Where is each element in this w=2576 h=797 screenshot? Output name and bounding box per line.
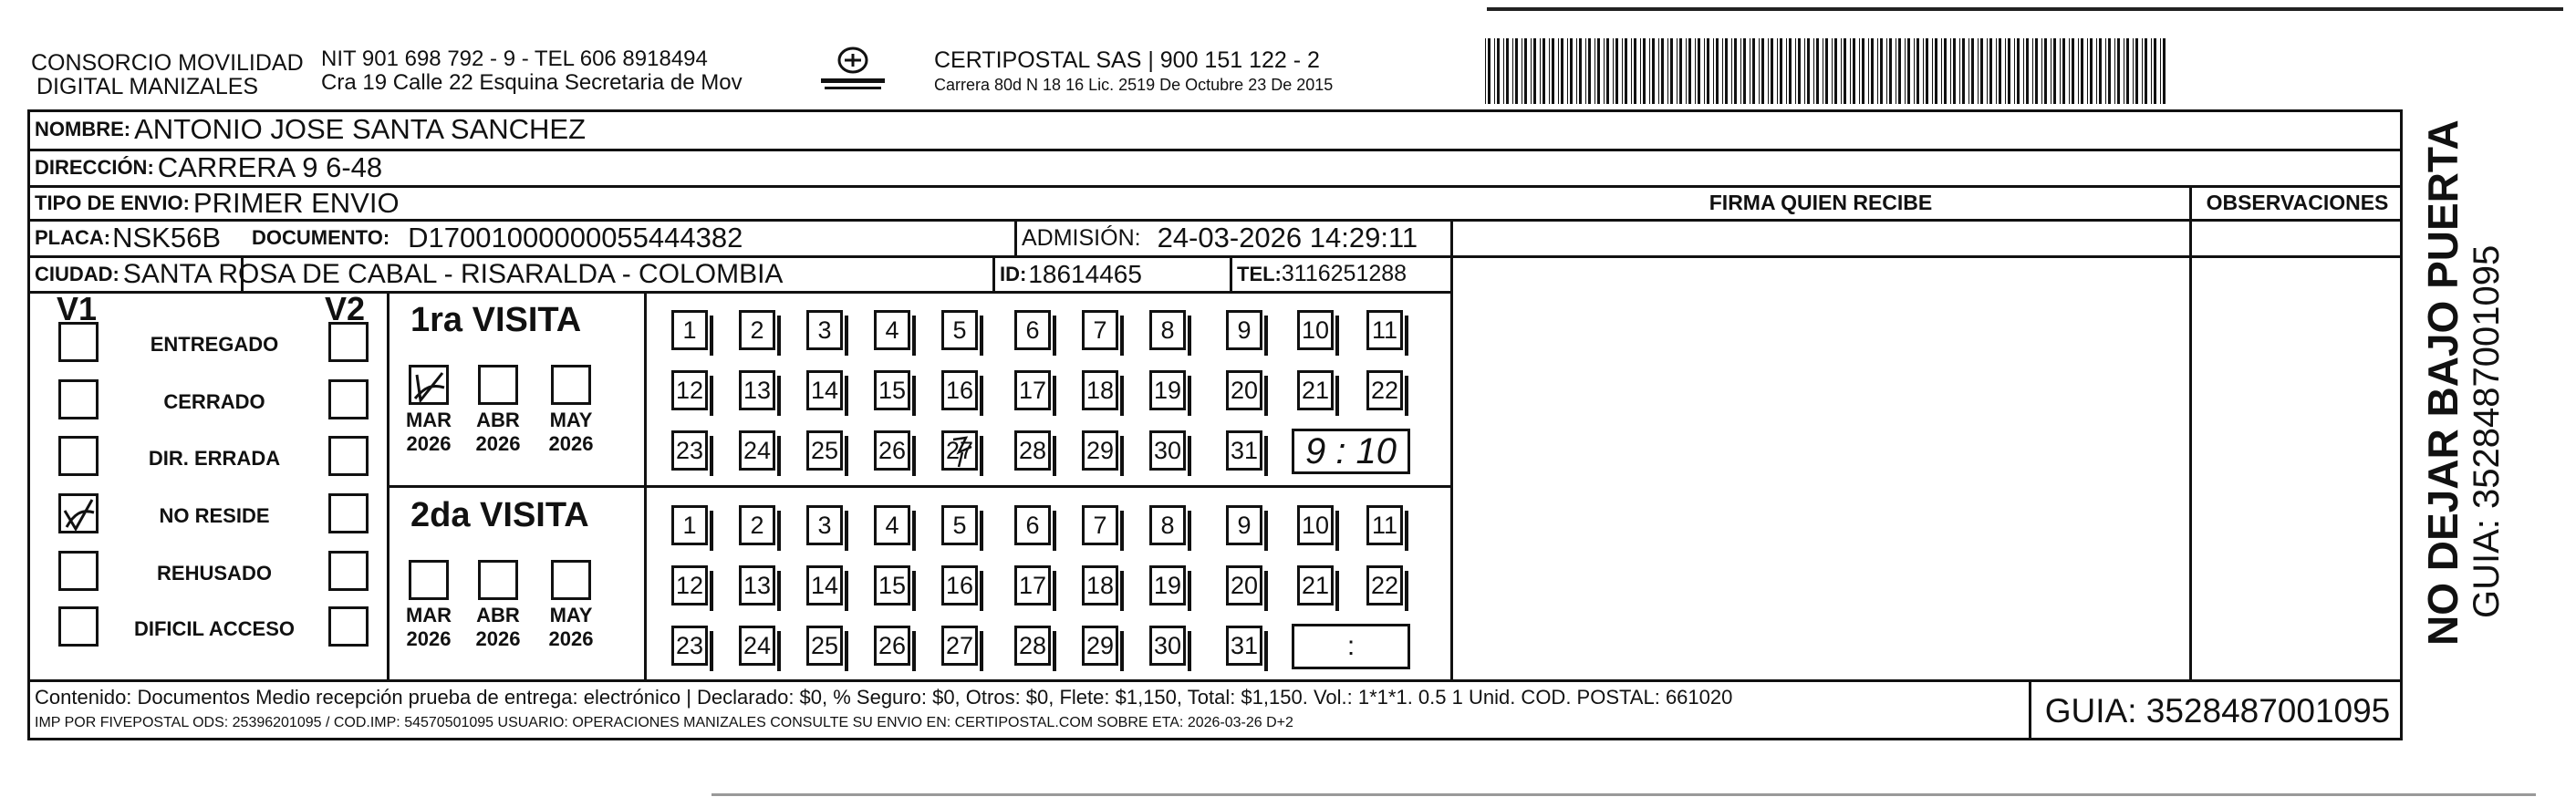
v1-checkbox[interactable] — [58, 493, 99, 533]
day-box[interactable]: 16 — [941, 565, 978, 606]
day-box[interactable]: 10 — [1297, 310, 1334, 350]
month-label: MAR 2026 — [405, 604, 452, 650]
divider — [992, 255, 995, 292]
firma-label: FIRMA QUIEN RECIBE — [1709, 191, 1933, 214]
v1-label: V1 — [57, 290, 98, 327]
divider — [1230, 255, 1232, 292]
day-box[interactable]: 24 — [739, 626, 775, 666]
day-box[interactable]: 30 — [1149, 430, 1186, 471]
v1-checkbox[interactable] — [58, 551, 99, 591]
direccion-row: DIRECCIÓN: CARRERA 9 6-48 — [35, 151, 383, 183]
v2-checkbox[interactable] — [328, 436, 369, 476]
day-box[interactable]: 11 — [1366, 310, 1403, 350]
day-box[interactable]: 19 — [1149, 565, 1186, 606]
day-box[interactable]: 16 — [941, 370, 978, 410]
day-box[interactable]: 25 — [806, 626, 843, 666]
v1-checkbox[interactable] — [58, 322, 99, 362]
day-box[interactable]: 1 — [671, 310, 708, 350]
day-box[interactable]: 23 — [671, 430, 708, 471]
day-box[interactable]: 29 — [1082, 626, 1118, 666]
day-box[interactable]: 13 — [739, 370, 775, 410]
day-box[interactable]: 24 — [739, 430, 775, 471]
v1-checkbox[interactable] — [58, 436, 99, 476]
v2-checkbox[interactable] — [328, 551, 369, 591]
month-checkbox[interactable] — [409, 365, 449, 405]
month-checkbox[interactable] — [409, 560, 449, 600]
day-box[interactable]: 14 — [806, 370, 843, 410]
divider — [1014, 219, 1017, 255]
status-label: NO RESIDE — [159, 504, 270, 527]
day-box[interactable]: 26 — [874, 626, 910, 666]
status-label: DIR. ERRADA — [148, 447, 281, 470]
day-box[interactable]: 7 — [1082, 310, 1118, 350]
v2-checkbox[interactable] — [328, 606, 369, 647]
divider — [27, 149, 2403, 151]
day-box[interactable]: 26 — [874, 430, 910, 471]
day-box[interactable]: 20 — [1226, 565, 1262, 606]
divider — [1452, 255, 2403, 258]
nombre-row: NOMBRE: ANTONIO JOSE SANTA SANCHEZ — [35, 113, 587, 145]
day-box[interactable]: 20 — [1226, 370, 1262, 410]
day-box[interactable]: 15 — [874, 370, 910, 410]
divider — [2029, 679, 2031, 740]
day-box[interactable]: 21 — [1297, 565, 1334, 606]
day-box[interactable]: 28 — [1014, 430, 1051, 471]
ciudad-cell: CIUDAD: SANTA ROSA DE CABAL - RISARALDA - COLOMBIA — [35, 258, 784, 289]
day-box[interactable]: 11 — [1366, 505, 1403, 545]
v2-checkbox[interactable] — [328, 322, 369, 362]
v2-checkbox[interactable] — [328, 493, 369, 533]
v2-checkbox[interactable] — [328, 379, 369, 419]
month-checkbox[interactable] — [478, 365, 518, 405]
documento-cell: DOCUMENTO: D17001000000055444382 — [252, 222, 743, 254]
day-box[interactable]: 10 — [1297, 505, 1334, 545]
day-box[interactable]: 29 — [1082, 430, 1118, 471]
day-box[interactable]: 30 — [1149, 626, 1186, 666]
status-label: ENTREGADO — [150, 333, 279, 356]
observaciones-label: OBSERVACIONES — [2206, 191, 2389, 214]
month-label: ABR 2026 — [475, 409, 521, 455]
day-box[interactable]: 22 — [1366, 370, 1403, 410]
month-label: MAR 2026 — [405, 409, 452, 455]
status-label: CERRADO — [163, 390, 265, 413]
carrier-info: CERTIPOSTAL SAS | 900 151 122 - 2 Carrera 80d N 18 16 Lic. 2519 De Octubre 23 De 2015 — [934, 47, 1334, 94]
day-box[interactable]: 18 — [1082, 370, 1118, 410]
month-label: ABR 2026 — [475, 604, 521, 650]
time-box[interactable]: 9 : 10 — [1292, 429, 1410, 474]
day-box[interactable]: 17 — [1014, 370, 1051, 410]
day-box[interactable]: 28 — [1014, 626, 1051, 666]
v1-checkbox[interactable] — [58, 379, 99, 419]
v1-checkbox[interactable] — [58, 606, 99, 647]
divider — [387, 485, 1452, 488]
scan-edge — [712, 793, 2536, 796]
month-checkbox[interactable] — [551, 365, 591, 405]
day-box[interactable]: 14 — [806, 565, 843, 606]
tel-cell: TEL: 3116251288 — [1237, 261, 1407, 286]
day-box[interactable]: 4 — [874, 505, 910, 545]
day-box[interactable]: 18 — [1082, 565, 1118, 606]
day-box[interactable]: 9 — [1226, 310, 1262, 350]
divider — [644, 291, 647, 681]
side-warning: NO DEJAR BAJO PUERTA GUIA: 3528487001095 — [2419, 119, 2507, 646]
day-box[interactable]: 9 — [1226, 505, 1262, 545]
day-box[interactable]: 27 — [941, 626, 978, 666]
day-box[interactable]: 31 — [1226, 430, 1262, 471]
day-box[interactable]: 1 — [671, 505, 708, 545]
day-box[interactable]: 17 — [1014, 565, 1051, 606]
day-box[interactable]: 7 — [1082, 505, 1118, 545]
company-name: CONSORCIO MOVILIDAD DIGITAL MANIZALES — [31, 50, 304, 99]
id-cell: ID: 18614465 — [1000, 259, 1142, 288]
day-box[interactable]: 27 — [941, 430, 978, 471]
divider — [2189, 185, 2192, 681]
v2-label: V2 — [325, 290, 366, 327]
visit-title: 1ra VISITA — [410, 301, 582, 339]
barcode-icon — [1485, 38, 2171, 104]
day-box[interactable]: 5 — [941, 505, 978, 545]
day-box[interactable]: 6 — [1014, 310, 1051, 350]
day-box[interactable]: 12 — [671, 370, 708, 410]
month-label: MAY 2026 — [548, 604, 594, 650]
scan-edge — [1487, 7, 2563, 11]
month-checkbox[interactable] — [478, 560, 518, 600]
day-box[interactable]: 4 — [874, 310, 910, 350]
status-label: DIFICIL ACCESO — [133, 617, 295, 640]
day-box[interactable]: 25 — [806, 430, 843, 471]
admision-cell: ADMISIÓN: 24-03-2026 14:29:11 — [1022, 222, 1418, 254]
divider — [1450, 219, 1453, 681]
day-box[interactable]: 3 — [806, 505, 843, 545]
day-box[interactable]: 8 — [1149, 310, 1186, 350]
placa-cell: PLACA: NSK56B — [35, 222, 222, 254]
day-box[interactable]: 6 — [1014, 505, 1051, 545]
day-box[interactable]: 15 — [874, 565, 910, 606]
day-box[interactable]: 12 — [671, 565, 708, 606]
day-box[interactable]: 3 — [806, 310, 843, 350]
month-checkbox[interactable] — [551, 560, 591, 600]
day-box[interactable]: 21 — [1297, 370, 1334, 410]
divider — [387, 291, 390, 681]
day-box[interactable]: 13 — [739, 565, 775, 606]
contenido-text: Contenido: Documentos Medio recepción prueba de entrega: electrónico | Declarado: $0, % Seguro: $0, Otros: $0, Flete: $1,150, Total: $1,150. Vol.: 1*1*1. 0.5 1 Unid. COD. POSTAL: 661020 — [35, 686, 1733, 709]
tipo-envio-row: TIPO DE ENVIO: PRIMER ENVIO — [35, 186, 400, 219]
time-box[interactable]: : — [1292, 624, 1410, 669]
visit-title: 2da VISITA — [410, 496, 589, 534]
guia-footer: GUIA: 3528487001095 — [2044, 692, 2391, 730]
day-box[interactable]: 23 — [671, 626, 708, 666]
certipostal-logo-icon — [812, 44, 894, 98]
day-box[interactable]: 31 — [1226, 626, 1262, 666]
month-label: MAY 2026 — [548, 409, 594, 455]
imp-text: IMP POR FIVEPOSTAL ODS: 25396201095 / COD.IMP: 54570501095 USUARIO: OPERACIONES MANIZALES CONSULTE SU ENVIO EN: CERTIPOSTAL.COM SOBRE ETA: 2026-03-26 D+2 — [35, 715, 1293, 730]
day-box[interactable]: 22 — [1366, 565, 1403, 606]
status-label: REHUSADO — [157, 562, 272, 585]
day-box[interactable]: 8 — [1149, 505, 1186, 545]
day-box[interactable]: 2 — [739, 505, 775, 545]
day-box[interactable]: 2 — [739, 310, 775, 350]
day-box[interactable]: 19 — [1149, 370, 1186, 410]
company-nit: NIT 901 698 792 - 9 - TEL 606 8918494 Cra 19 Calle 22 Esquina Secretaria de Mov — [321, 47, 743, 95]
day-box[interactable]: 5 — [941, 310, 978, 350]
